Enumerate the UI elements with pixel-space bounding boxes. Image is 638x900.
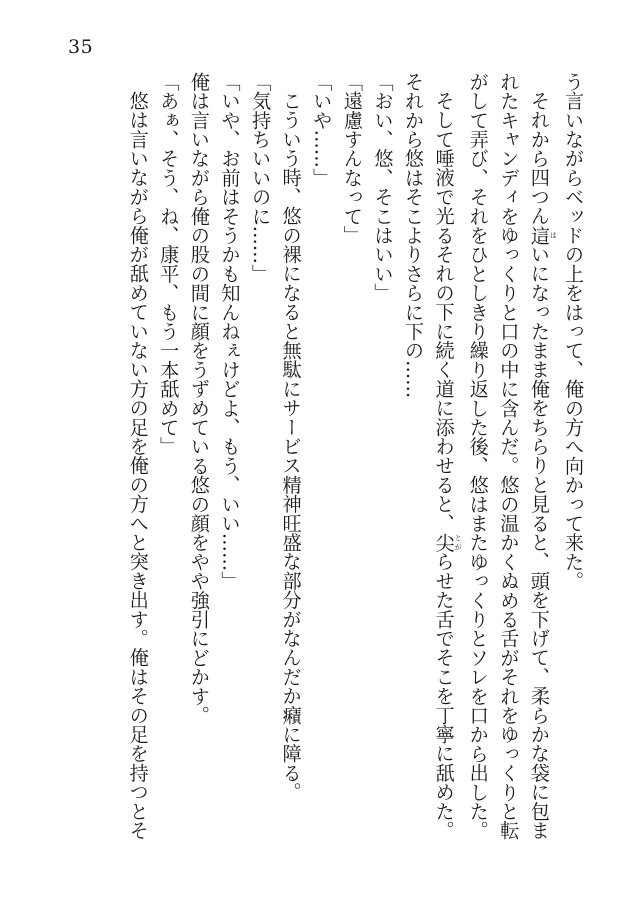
dialogue-line: 「おい、悠、そこはいい」	[371, 72, 395, 303]
text-line: それから四つん這はいになったまま俺をちらりと見ると、頭を下げて、柔らかな袋に包ま	[527, 91, 558, 840]
text-line: れたキャンディをゆっくりと口の中に含んだ。悠の温かくぬめる舌がそれをゆっくりと転	[497, 72, 521, 840]
dialogue-line: 「いや、お前はそうかも知んねぇけどよ、もう、いい……」	[218, 72, 242, 591]
page-number: 35	[68, 36, 94, 58]
vertical-text-body	[56, 72, 588, 862]
text-line: う言いながらベッドの上をはって、俺の方へ向かって来た。	[562, 72, 585, 591]
dialogue-line: 「いや……」	[310, 72, 334, 188]
text-line: 俺は言いながら俺の股の間に顔をうずめている悠の顔をやや強引にどかす。	[187, 72, 211, 725]
text-line: それから悠はそこよりさらに下の……	[402, 72, 426, 399]
dialogue-line: 「あぁ、そう、ね、康平、もう一本舐めて」	[157, 72, 181, 456]
text-line: がして弄び、それをひとしきり繰り返した後、悠はまたゆっくりとソレを口から出した。	[466, 72, 490, 840]
text-line: そして唾液で光るそれの下に続く道に添わせると、尖とがらせた舌でそこを丁寧に舐めた。	[432, 91, 463, 840]
dialogue-line: 「遠慮すんなって」	[340, 72, 364, 245]
ruby-annotation: 尖とが	[432, 532, 463, 552]
text-line: 悠は言いながら俺が舐めていない方の足を俺の方へと突き出す。俺はその足を持つとそ	[126, 91, 150, 840]
dialogue-line: 「気持ちいいのに……」	[249, 72, 273, 284]
ruby-annotation: 這は	[527, 225, 558, 245]
text-line: こういう時、悠の裸になると無駄にサービス精神旺盛な部分がなんだか癪に障る。	[279, 91, 303, 802]
